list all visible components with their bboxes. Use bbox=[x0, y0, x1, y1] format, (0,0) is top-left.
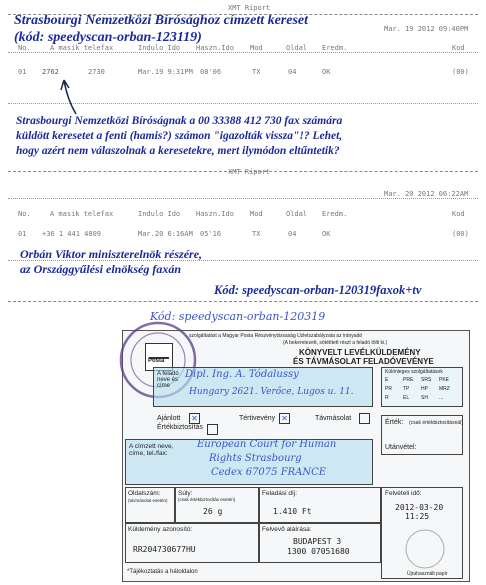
fax2-col-other-fax: A masik telefax bbox=[50, 210, 114, 218]
fax1-separator-top bbox=[8, 14, 478, 15]
caption-code-footer: Kód: speedyscan-orban-120319faxok+tv bbox=[214, 283, 422, 297]
caption-code: (kód: speedyscan-orban-123119) bbox=[14, 30, 202, 45]
recipient-handwriting-2: Rights Strasbourg bbox=[209, 453, 302, 464]
felvevo-label: Felvevő aláírása: bbox=[262, 526, 312, 533]
fax1-cell-mode: TX bbox=[252, 68, 261, 76]
fax1-cell-result: OK bbox=[322, 68, 331, 76]
kuldemeny-value: RR204730677HU bbox=[133, 545, 196, 554]
fax2-cell-result: OK bbox=[322, 230, 331, 238]
fax1-col-result: Eredm. bbox=[322, 44, 348, 52]
posta-logo-text: Posta bbox=[148, 358, 165, 364]
option-ertekbiztositas-label: Értékbiztosítás bbox=[157, 424, 203, 431]
fax1-cell-number-b: 2730 bbox=[88, 68, 105, 76]
dij-label: Feladási díj: bbox=[262, 490, 298, 497]
receipt-handwritten-code: Kód: speedyscan-orban-120319 bbox=[150, 310, 326, 323]
caption-explanation-1: Strasbourgi Nemzetközi Bíróságnak a 00 33388 412 730 fax számára bbox=[16, 115, 343, 127]
sender-handwriting-1: Dipl. Ing. A. Tódalussy bbox=[185, 369, 299, 380]
caption-recipient-2: az Országgyűlési elnökség faxán bbox=[20, 262, 182, 276]
service-option: ... bbox=[439, 395, 444, 401]
fax1-cell-start: Mar.19 9:31PM bbox=[138, 68, 193, 76]
fax2-col-no: No. bbox=[18, 210, 31, 218]
fax1-col-duration: Haszn.Ido bbox=[196, 44, 234, 52]
caption-explanation-2: küldött keresetet a fenti (hamis?) számon "igazolták vissza"!? Lehet, bbox=[16, 130, 343, 142]
receipt-notice-sub: (A bekeretezett, sötétített részt a feladó tölti ki.) bbox=[283, 340, 388, 346]
fax2-separator-bottom bbox=[8, 260, 478, 261]
fax1-col-mode: Mod bbox=[250, 44, 263, 52]
fax1-cell-duration: 08'06 bbox=[200, 68, 222, 76]
suly-value: 26 g bbox=[203, 507, 223, 516]
felveteli-ido-label: Felvételi idő: bbox=[385, 490, 422, 497]
fax2-cell-duration: 05'16 bbox=[200, 230, 222, 238]
oldalszam-label: Oldalszám: bbox=[128, 490, 161, 497]
fax2-header: XMT Riport bbox=[228, 168, 271, 176]
fax2-separator-mid bbox=[8, 198, 478, 199]
caption-recipient-1: Orbán Viktor miniszterelnök részére, bbox=[20, 247, 203, 261]
oldalszam-note: (távmásolat esetén) bbox=[128, 498, 168, 503]
felveteli-ido-time: 11:25 bbox=[405, 512, 430, 521]
option-ajanlott-label: Ajánlott bbox=[157, 415, 181, 422]
recipient-handwriting-3: Cedex 67075 FRANCE bbox=[211, 467, 327, 478]
felveteli-ido-date: 2012-03-20 bbox=[395, 503, 444, 512]
service-option: SH bbox=[421, 395, 428, 401]
fax1-cell-pages: 04 bbox=[288, 68, 297, 76]
sender-handwriting-2: Hungary 2621. Verőce, Lugos u. 11. bbox=[189, 387, 354, 397]
fax2-cell-start: Mar.20 6:16AM bbox=[138, 230, 193, 238]
service-option: PRE bbox=[403, 377, 414, 383]
fax2-cell-pages: 04 bbox=[288, 230, 297, 238]
service-option: HP bbox=[421, 386, 428, 392]
fax1-col-start: Indulo Ido bbox=[138, 44, 181, 52]
service-option: MRZ bbox=[439, 386, 450, 392]
sender-label: A feladó neve és címe bbox=[157, 371, 179, 389]
felvevo-line-2: 1300 07051680 bbox=[287, 547, 350, 556]
option-tavmasolat-checkbox bbox=[359, 413, 370, 424]
fax2-col-code: Kod bbox=[452, 210, 465, 218]
fax2-datetime: Mar. 20 2012 06:22AM bbox=[384, 190, 469, 198]
suly-note: (csak értékbiztosítás esetén) bbox=[178, 497, 236, 502]
receipt-notice: szolgáltatást a Magyar Posta Részvénytársaság Üzletszabályzata az irányadó bbox=[189, 333, 363, 339]
suly-label: Súly: bbox=[178, 490, 193, 497]
fax2-cell-mode: TX bbox=[252, 230, 261, 238]
posta-receipt-form bbox=[122, 330, 470, 582]
service-option: TP bbox=[403, 386, 410, 392]
section-separator bbox=[8, 301, 478, 302]
services-label: Különleges szolgáltatások bbox=[385, 369, 443, 375]
fax2-col-mode: Mod bbox=[250, 210, 263, 218]
fax1-cell-number-a: 2762 bbox=[42, 68, 59, 76]
fax1-header: XMT Riport bbox=[228, 4, 271, 12]
service-option: EL bbox=[403, 395, 410, 401]
service-option: PR bbox=[385, 386, 392, 392]
caption-explanation-3: hogy azért nem válaszolnak a keresetekre, mert ilymódon eltűntetik? bbox=[16, 145, 340, 157]
option-tertiveveny-checkbox: ✕ bbox=[279, 413, 290, 424]
service-option: SRS bbox=[421, 377, 432, 383]
fax1-col-code: Kod bbox=[452, 44, 465, 52]
dij-value: 1.410 Ft bbox=[273, 507, 312, 516]
fax2-cell-number: +36 1 441 4809 bbox=[42, 230, 102, 238]
option-tertiveveny-label: Tértivevény bbox=[239, 415, 276, 422]
ertek-label: Érték: bbox=[385, 419, 404, 426]
fax2-col-result: Eredm. bbox=[322, 210, 348, 218]
fax2-col-pages: Oldal bbox=[286, 210, 308, 218]
service-option: E bbox=[385, 377, 389, 383]
footer-note: *Tájékoztatás a hátoldalon bbox=[127, 569, 198, 575]
service-option: PKE bbox=[439, 377, 450, 383]
recipient-handwriting-1: European Court for Human bbox=[197, 439, 337, 450]
felvevo-line-1: BUDAPEST 3 bbox=[293, 537, 342, 546]
fax2-cell-no: 01 bbox=[18, 230, 27, 238]
option-tavmasolat-label: Távmásolat bbox=[315, 415, 352, 422]
fax1-cell-code: (00) bbox=[452, 68, 469, 76]
kuldemeny-label: Küldemény azonosító: bbox=[128, 526, 193, 533]
fax1-datetime: Mar. 19 2012 09:40PM bbox=[384, 25, 469, 33]
fax1-col-other-fax: A masik telefax bbox=[50, 44, 114, 52]
arrow-up-icon bbox=[58, 78, 82, 118]
option-ajanlott-checkbox: ✕ bbox=[189, 413, 200, 424]
fax1-cell-no: 01 bbox=[18, 68, 27, 76]
ertek-note: (csak értékbiztosításnál) bbox=[409, 420, 463, 426]
receipt-title-2: ÉS TÁVMÁSOLAT FELADÓVEVÉNYE bbox=[293, 357, 434, 366]
option-ertekbiztositas-checkbox bbox=[207, 424, 218, 435]
receipt-title-1: KÖNYVELT LEVÉLKÜLDEMÉNY bbox=[299, 348, 421, 357]
fax2-col-duration: Haszn.Ido bbox=[196, 210, 234, 218]
fax1-col-no: No. bbox=[18, 44, 31, 52]
fax2-col-start: Indulo Ido bbox=[138, 210, 181, 218]
footer-recycled: Újrahasznált papír bbox=[407, 571, 448, 577]
recipient-label: A címzett neve, címe, tel./fax: bbox=[129, 443, 174, 457]
fax1-col-pages: Oldal bbox=[286, 44, 308, 52]
fax1-separator-mid bbox=[8, 52, 478, 53]
caption-title: Strasbourgi Nemzetközi Bírósághoz címzett kereset bbox=[14, 13, 309, 28]
date-stamp-circle-icon bbox=[403, 527, 447, 571]
service-option: R bbox=[385, 395, 389, 401]
utanvetel-label: Utánvétel: bbox=[385, 444, 417, 451]
fax2-cell-code: (00) bbox=[452, 230, 469, 238]
